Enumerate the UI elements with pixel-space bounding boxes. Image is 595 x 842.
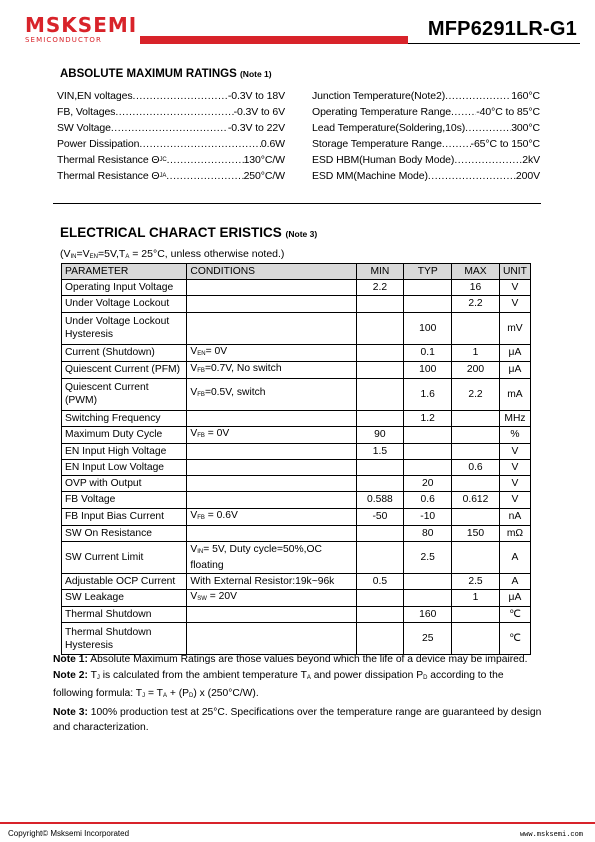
test-conditions: ($V_{IN}=V_{EN}=5V,T_A = 25^\circ C$, unless otherwise noted.): [60, 248, 285, 260]
cell-parameter: Adjustable OCP Current: [62, 573, 187, 589]
cell-typ: 2.5: [404, 541, 452, 573]
cell-unit: nA: [499, 508, 530, 525]
rating-row: [57, 120, 285, 136]
ec-title-text: ELECTRICAL CHARACT ERISTICS: [60, 225, 282, 240]
cell-min: [356, 623, 404, 655]
cell-typ: 0.6: [404, 492, 452, 508]
rating-label: FB, Voltages: [57, 106, 116, 118]
table-row: [62, 361, 531, 378]
cell-min: 1.5: [356, 443, 404, 459]
table-row: [62, 508, 531, 525]
cell-min: [356, 476, 404, 492]
cell-conditions: [187, 623, 356, 655]
rating-label: Storage Temperature Range: [312, 138, 442, 150]
cell-max: 2.2: [452, 378, 500, 410]
abs-max-title: [60, 68, 272, 80]
rating-label: Thermal Resistance Θ: [57, 170, 160, 182]
cell-parameter: SW Current Limit: [62, 541, 187, 573]
rating-value: -0.3V to 22V: [227, 122, 285, 134]
rating-row: [57, 152, 285, 168]
rating-row: [312, 120, 540, 136]
cell-typ: 1.6: [404, 378, 452, 410]
cell-conditions: [187, 443, 356, 459]
rating-value: 160°C: [511, 90, 540, 102]
cell-typ: [404, 589, 452, 606]
rating-label: Lead Temperature(Soldering,10s): [312, 122, 466, 134]
table-row: [62, 525, 531, 541]
cell-min: [356, 541, 404, 573]
cell-unit: V: [499, 476, 530, 492]
cell-parameter: FB Voltage: [62, 492, 187, 508]
abs-max-right-column: [312, 88, 540, 184]
leader-dots: [167, 152, 244, 168]
cell-conditions: [187, 476, 356, 492]
table-row: [62, 541, 531, 573]
cell-typ: -10: [404, 508, 452, 525]
logo-main-text: MSKSEMI: [25, 13, 138, 37]
abs-max-left-column: [57, 88, 285, 184]
cell-max: 2.5: [452, 573, 500, 589]
cell-conditions: $V_{IN}= 5V$, Duty cycle=50%,OC floating: [187, 541, 356, 573]
abs-max-title-note: (Note 1): [239, 69, 272, 79]
cell-parameter: SW Leakage: [62, 589, 187, 606]
cell-parameter: Thermal Shutdown Hysteresis: [62, 623, 187, 655]
cell-parameter: Under Voltage Lockout: [62, 296, 187, 312]
cell-typ: [404, 280, 452, 296]
table-row: [62, 410, 531, 426]
rating-label: VIN,EN voltages: [57, 90, 133, 102]
copyright-text: Copyright© Msksemi Incorporated: [8, 829, 130, 838]
cell-max: 150: [452, 525, 500, 541]
rating-label: SW Voltage: [57, 122, 111, 134]
table-row: [62, 573, 531, 589]
header-accent-bar: [140, 36, 408, 44]
rating-label: Power Dissipation: [57, 138, 140, 150]
part-number: MFP6291LR-G1: [427, 18, 577, 40]
cell-min: [356, 459, 404, 475]
cell-unit: μA: [499, 344, 530, 361]
cell-min: [356, 606, 404, 622]
rating-value: 200V: [515, 170, 540, 182]
table-row: [62, 312, 531, 344]
rating-value: 0.6W: [260, 138, 285, 150]
rating-row: [57, 104, 285, 120]
cell-min: [356, 344, 404, 361]
table-header-row: [62, 264, 531, 280]
cell-parameter: FB Input Bias Current: [62, 508, 187, 525]
cell-conditions: $V_{EN}= 0V$: [187, 344, 356, 361]
leader-dots: [465, 120, 511, 136]
electrical-characteristics-table: [61, 263, 531, 655]
table-row: [62, 459, 531, 475]
cell-unit: V: [499, 296, 530, 312]
website-link[interactable]: www.msksemi.com: [519, 831, 583, 839]
cell-typ: [404, 426, 452, 443]
cell-max: [452, 606, 500, 622]
leader-dots: [454, 152, 522, 168]
cell-typ: 20: [404, 476, 452, 492]
leader-dots: [445, 88, 511, 104]
rating-label: ESD MM(Machine Mode): [312, 170, 428, 182]
cell-parameter: Under Voltage Lockout Hysteresis: [62, 312, 187, 344]
cell-min: [356, 296, 404, 312]
cell-unit: μA: [499, 589, 530, 606]
cell-conditions: [187, 410, 356, 426]
cell-unit: ℃: [499, 623, 530, 655]
cell-conditions: With External Resistor:19k~96k: [187, 573, 356, 589]
cell-unit: V: [499, 459, 530, 475]
ec-title-note: (Note 3): [285, 229, 318, 239]
leader-dots: [442, 136, 471, 152]
cell-conditions: [187, 296, 356, 312]
cell-conditions: [187, 492, 356, 508]
cell-max: [452, 312, 500, 344]
leader-dots: [428, 168, 516, 184]
cell-min: 2.2: [356, 280, 404, 296]
cell-max: 0.6: [452, 459, 500, 475]
cell-max: [452, 443, 500, 459]
table-row: [62, 443, 531, 459]
rating-row: [312, 152, 540, 168]
cell-typ: 1.2: [404, 410, 452, 426]
cell-max: [452, 476, 500, 492]
cell-parameter: EN Input High Voltage: [62, 443, 187, 459]
cell-parameter: Switching Frequency: [62, 410, 187, 426]
rating-label-subscript: JC: [159, 157, 167, 163]
rating-row: [57, 136, 285, 152]
rating-label-subscript: JA: [159, 173, 167, 179]
cell-typ: 0.1: [404, 344, 452, 361]
cell-typ: 160: [404, 606, 452, 622]
rating-label: Thermal Resistance Θ: [57, 154, 160, 166]
cell-conditions: $V_{FB}=0.5V$, switch: [187, 378, 356, 410]
note-2: Note 2: $T_J$ is calculated from the ambient temperature $T_A$ and power dissipation $P_D$ according to the following formula: $T_J = T_A + (P_D)$ x (250°C/W).: [53, 669, 504, 699]
rating-row: [312, 104, 540, 120]
cell-min: -50: [356, 508, 404, 525]
cell-conditions: [187, 280, 356, 296]
table-row: [62, 378, 531, 410]
rating-value: 300°C: [511, 122, 540, 134]
section-divider: [53, 203, 541, 204]
company-logo: [25, 13, 138, 54]
cell-max: [452, 426, 500, 443]
cell-min: 90: [356, 426, 404, 443]
rating-value: -65°C to 150°C: [470, 138, 540, 150]
cell-unit: V: [499, 443, 530, 459]
cell-unit: MHz: [499, 410, 530, 426]
rating-label: Junction Temperature(Note2): [312, 90, 446, 102]
table-row: [62, 606, 531, 622]
cell-conditions: $V_{FB} = 0.6V$: [187, 508, 356, 525]
rating-value: -40°C to 85°C: [476, 106, 540, 118]
rating-label: ESD HBM(Human Body Mode): [312, 154, 455, 166]
cell-conditions: [187, 312, 356, 344]
rating-row: [312, 88, 540, 104]
cell-unit: A: [499, 541, 530, 573]
rating-row: [312, 168, 540, 184]
leader-dots: [451, 104, 476, 120]
cell-parameter: SW On Resistance: [62, 525, 187, 541]
table-row: [62, 476, 531, 492]
cell-parameter: Maximum Duty Cycle: [62, 426, 187, 443]
cell-max: 200: [452, 361, 500, 378]
cell-max: 1: [452, 589, 500, 606]
cell-unit: %: [499, 426, 530, 443]
cell-unit: A: [499, 573, 530, 589]
header-parameter: PARAMETER: [62, 264, 187, 280]
cell-unit: ℃: [499, 606, 530, 622]
table-row: [62, 296, 531, 312]
cell-min: [356, 589, 404, 606]
header-max: MAX: [452, 264, 500, 280]
rating-value: 250°C/W: [243, 170, 285, 182]
rating-value: 130°C/W: [243, 154, 285, 166]
cell-min: [356, 410, 404, 426]
cell-parameter: Quiescent Current (PWM): [62, 378, 187, 410]
cell-max: [452, 410, 500, 426]
rating-row: [57, 168, 285, 184]
cell-conditions: $V_{FB} = 0V$: [187, 426, 356, 443]
rating-row: [312, 136, 540, 152]
header-min: MIN: [356, 264, 404, 280]
table-row: [62, 280, 531, 296]
cell-conditions: $V_{FB}=0.7V$, No switch: [187, 361, 356, 378]
table-row: [62, 426, 531, 443]
rating-value: 2kV: [522, 154, 540, 166]
cell-typ: [404, 573, 452, 589]
cell-min: 0.5: [356, 573, 404, 589]
table-row: [62, 623, 531, 655]
cell-max: [452, 623, 500, 655]
cell-unit: V: [499, 492, 530, 508]
notes-section: [53, 652, 543, 736]
leader-dots: [115, 104, 233, 120]
header-conditions: CONDITIONS: [187, 264, 356, 280]
cell-parameter: EN Input Low Voltage: [62, 459, 187, 475]
rating-value: -0.3V to 18V: [227, 90, 285, 102]
rating-label: Operating Temperature Range: [312, 106, 451, 118]
header-typ: TYP: [404, 264, 452, 280]
table-row: [62, 589, 531, 606]
cell-typ: [404, 459, 452, 475]
cell-min: [356, 378, 404, 410]
table-row: [62, 344, 531, 361]
leader-dots: [133, 88, 228, 104]
cell-parameter: Current (Shutdown): [62, 344, 187, 361]
header-unit: UNIT: [499, 264, 530, 280]
cell-unit: mΩ: [499, 525, 530, 541]
cell-max: [452, 541, 500, 573]
cell-typ: 100: [404, 361, 452, 378]
cell-typ: 100: [404, 312, 452, 344]
header-underline: [408, 43, 580, 44]
cell-min: [356, 525, 404, 541]
rating-row: [57, 88, 285, 104]
leader-dots: [166, 168, 243, 184]
cell-conditions: $V_{SW} = 20V$: [187, 589, 356, 606]
cell-max: [452, 508, 500, 525]
leader-dots: [139, 136, 261, 152]
cell-typ: [404, 296, 452, 312]
cell-typ: 25: [404, 623, 452, 655]
logo-sub-text: SEMICONDUCTOR: [25, 36, 102, 44]
note-1: Note 1: Absolute Maximum Ratings are those values beyond which the life of a device may be impaired.: [53, 654, 528, 665]
cell-max: 2.2: [452, 296, 500, 312]
rating-value: -0.3V to 6V: [233, 106, 285, 118]
cell-max: 1: [452, 344, 500, 361]
table-row: [62, 492, 531, 508]
cell-unit: mV: [499, 312, 530, 344]
cell-conditions: [187, 606, 356, 622]
cell-min: [356, 361, 404, 378]
cell-max: 0.612: [452, 492, 500, 508]
cell-max: 16: [452, 280, 500, 296]
cell-unit: μA: [499, 361, 530, 378]
cell-min: [356, 312, 404, 344]
ec-title: [60, 225, 317, 240]
cell-parameter: Operating Input Voltage: [62, 280, 187, 296]
cell-conditions: [187, 525, 356, 541]
cell-unit: V: [499, 280, 530, 296]
abs-max-title-text: ABSOLUTE MAXIMUM RATINGS: [60, 68, 237, 80]
cell-unit: mA: [499, 378, 530, 410]
footer-rule: [0, 822, 595, 824]
cell-parameter: Quiescent Current (PFM): [62, 361, 187, 378]
cell-parameter: OVP with Output: [62, 476, 187, 492]
leader-dots: [111, 120, 228, 136]
cell-parameter: Thermal Shutdown: [62, 606, 187, 622]
cell-typ: [404, 443, 452, 459]
cell-typ: 80: [404, 525, 452, 541]
cell-conditions: [187, 459, 356, 475]
cell-min: 0.588: [356, 492, 404, 508]
note-3: Note 3: 100% production test at 25°C. Specifications over the temperature range are guaranteed by design and characterization.: [53, 706, 542, 733]
